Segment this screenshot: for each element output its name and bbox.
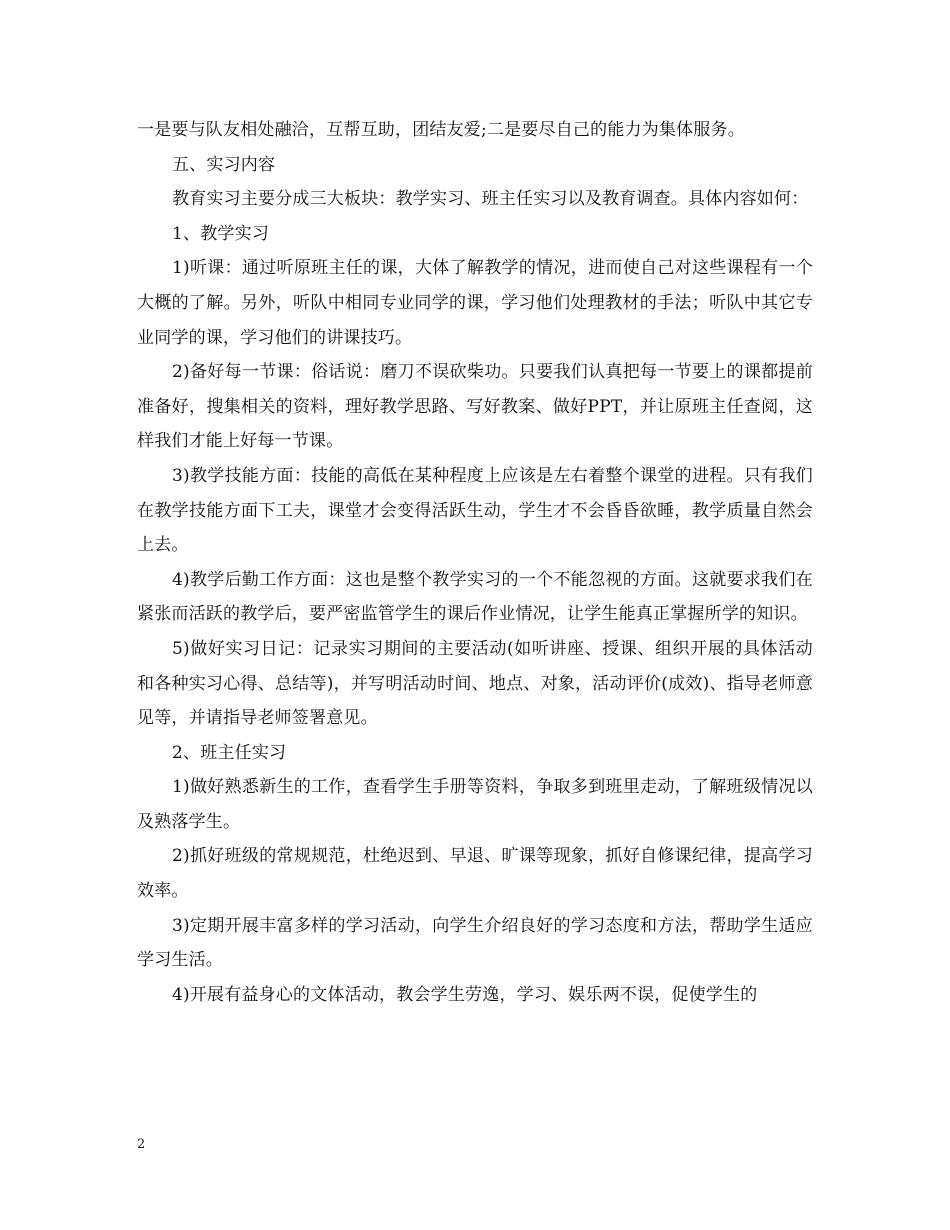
paragraph-continuation: 一是要与队友相处融洽，互帮互助，团结友爱;二是要尽自己的能力为集体服务。 xyxy=(137,120,745,140)
section-heading-internship-content: 五、实习内容 xyxy=(172,154,276,175)
paragraph-sports-activities: 4)开展有益身心的文体活动，教会学生劳逸，学习、娱乐两不误，促使学生的 xyxy=(172,984,758,1005)
paragraph-internship-overview: 教育实习主要分成三大板块：教学实习、班主任实习以及教育调查。具体内容如何： xyxy=(172,189,809,210)
paragraph-internship-diary: 5)做好实习日记：记录实习期间的主要活动(如听讲座、授课、组织开展的具体活动和各种实习心得、总结等)，并写明活动时间、地点、对象，活动评价(成效)、指导老师意见等，并请指导老师签署意见。 xyxy=(137,638,813,729)
subheading-teaching-internship: 1、教学实习 xyxy=(172,223,270,244)
paragraph-know-new-students: 1)做好熟悉新生的工作，查看学生手册等资料，争取多到班里走动，了解班级情况以及熟落学生。 xyxy=(137,777,813,832)
paragraph-teaching-skills: 3)教学技能方面：技能的高低在某种程度上应该是左右着整个课堂的进程。只有我们在教学技能方面下工夫，课堂才会变得活跃生动，学生才不会昏昏欲睡，教学质量自然会上去。 xyxy=(137,465,813,556)
subheading-class-teacher-internship: 2、班主任实习 xyxy=(172,742,287,763)
paragraph-listening-lessons: 1)听课：通过听原班主任的课，大体了解教学的情况，进而使自己对这些课程有一个大概的了解。另外，听队中相同专业同学的课，学习他们处理教材的手法；听队中其它专业同学的课，学习他们的讲课技巧。 xyxy=(137,258,813,348)
paragraph-teaching-logistics: 4)教学后勤工作方面：这也是整个教学实习的一个不能忽视的方面。这就要求我们在紧张而活跃的教学后，要严密监管学生的课后作业情况，让学生能真正掌握所学的知识。 xyxy=(137,569,813,625)
paragraph-class-discipline: 2)抓好班级的常规规范，杜绝迟到、早退、旷课等现象，抓好自修课纪律，提高学习效率。 xyxy=(137,846,813,902)
document-body xyxy=(137,113,813,1012)
page-number: 2 xyxy=(137,1137,146,1152)
paragraph-learning-activities: 3)定期开展丰富多样的学习活动，向学生介绍良好的学习态度和方法，帮助学生适应学习生活。 xyxy=(137,915,813,971)
paragraph-lesson-preparation: 2)备好每一节课：俗话说：磨刀不误砍柴功。只要我们认真把每一节要上的课都提前准备好，搜集相关的资料，理好教学思路、写好教案、做好PPT，并让原班主任查阅，这样我们才能上好每一节课。 xyxy=(137,362,813,452)
